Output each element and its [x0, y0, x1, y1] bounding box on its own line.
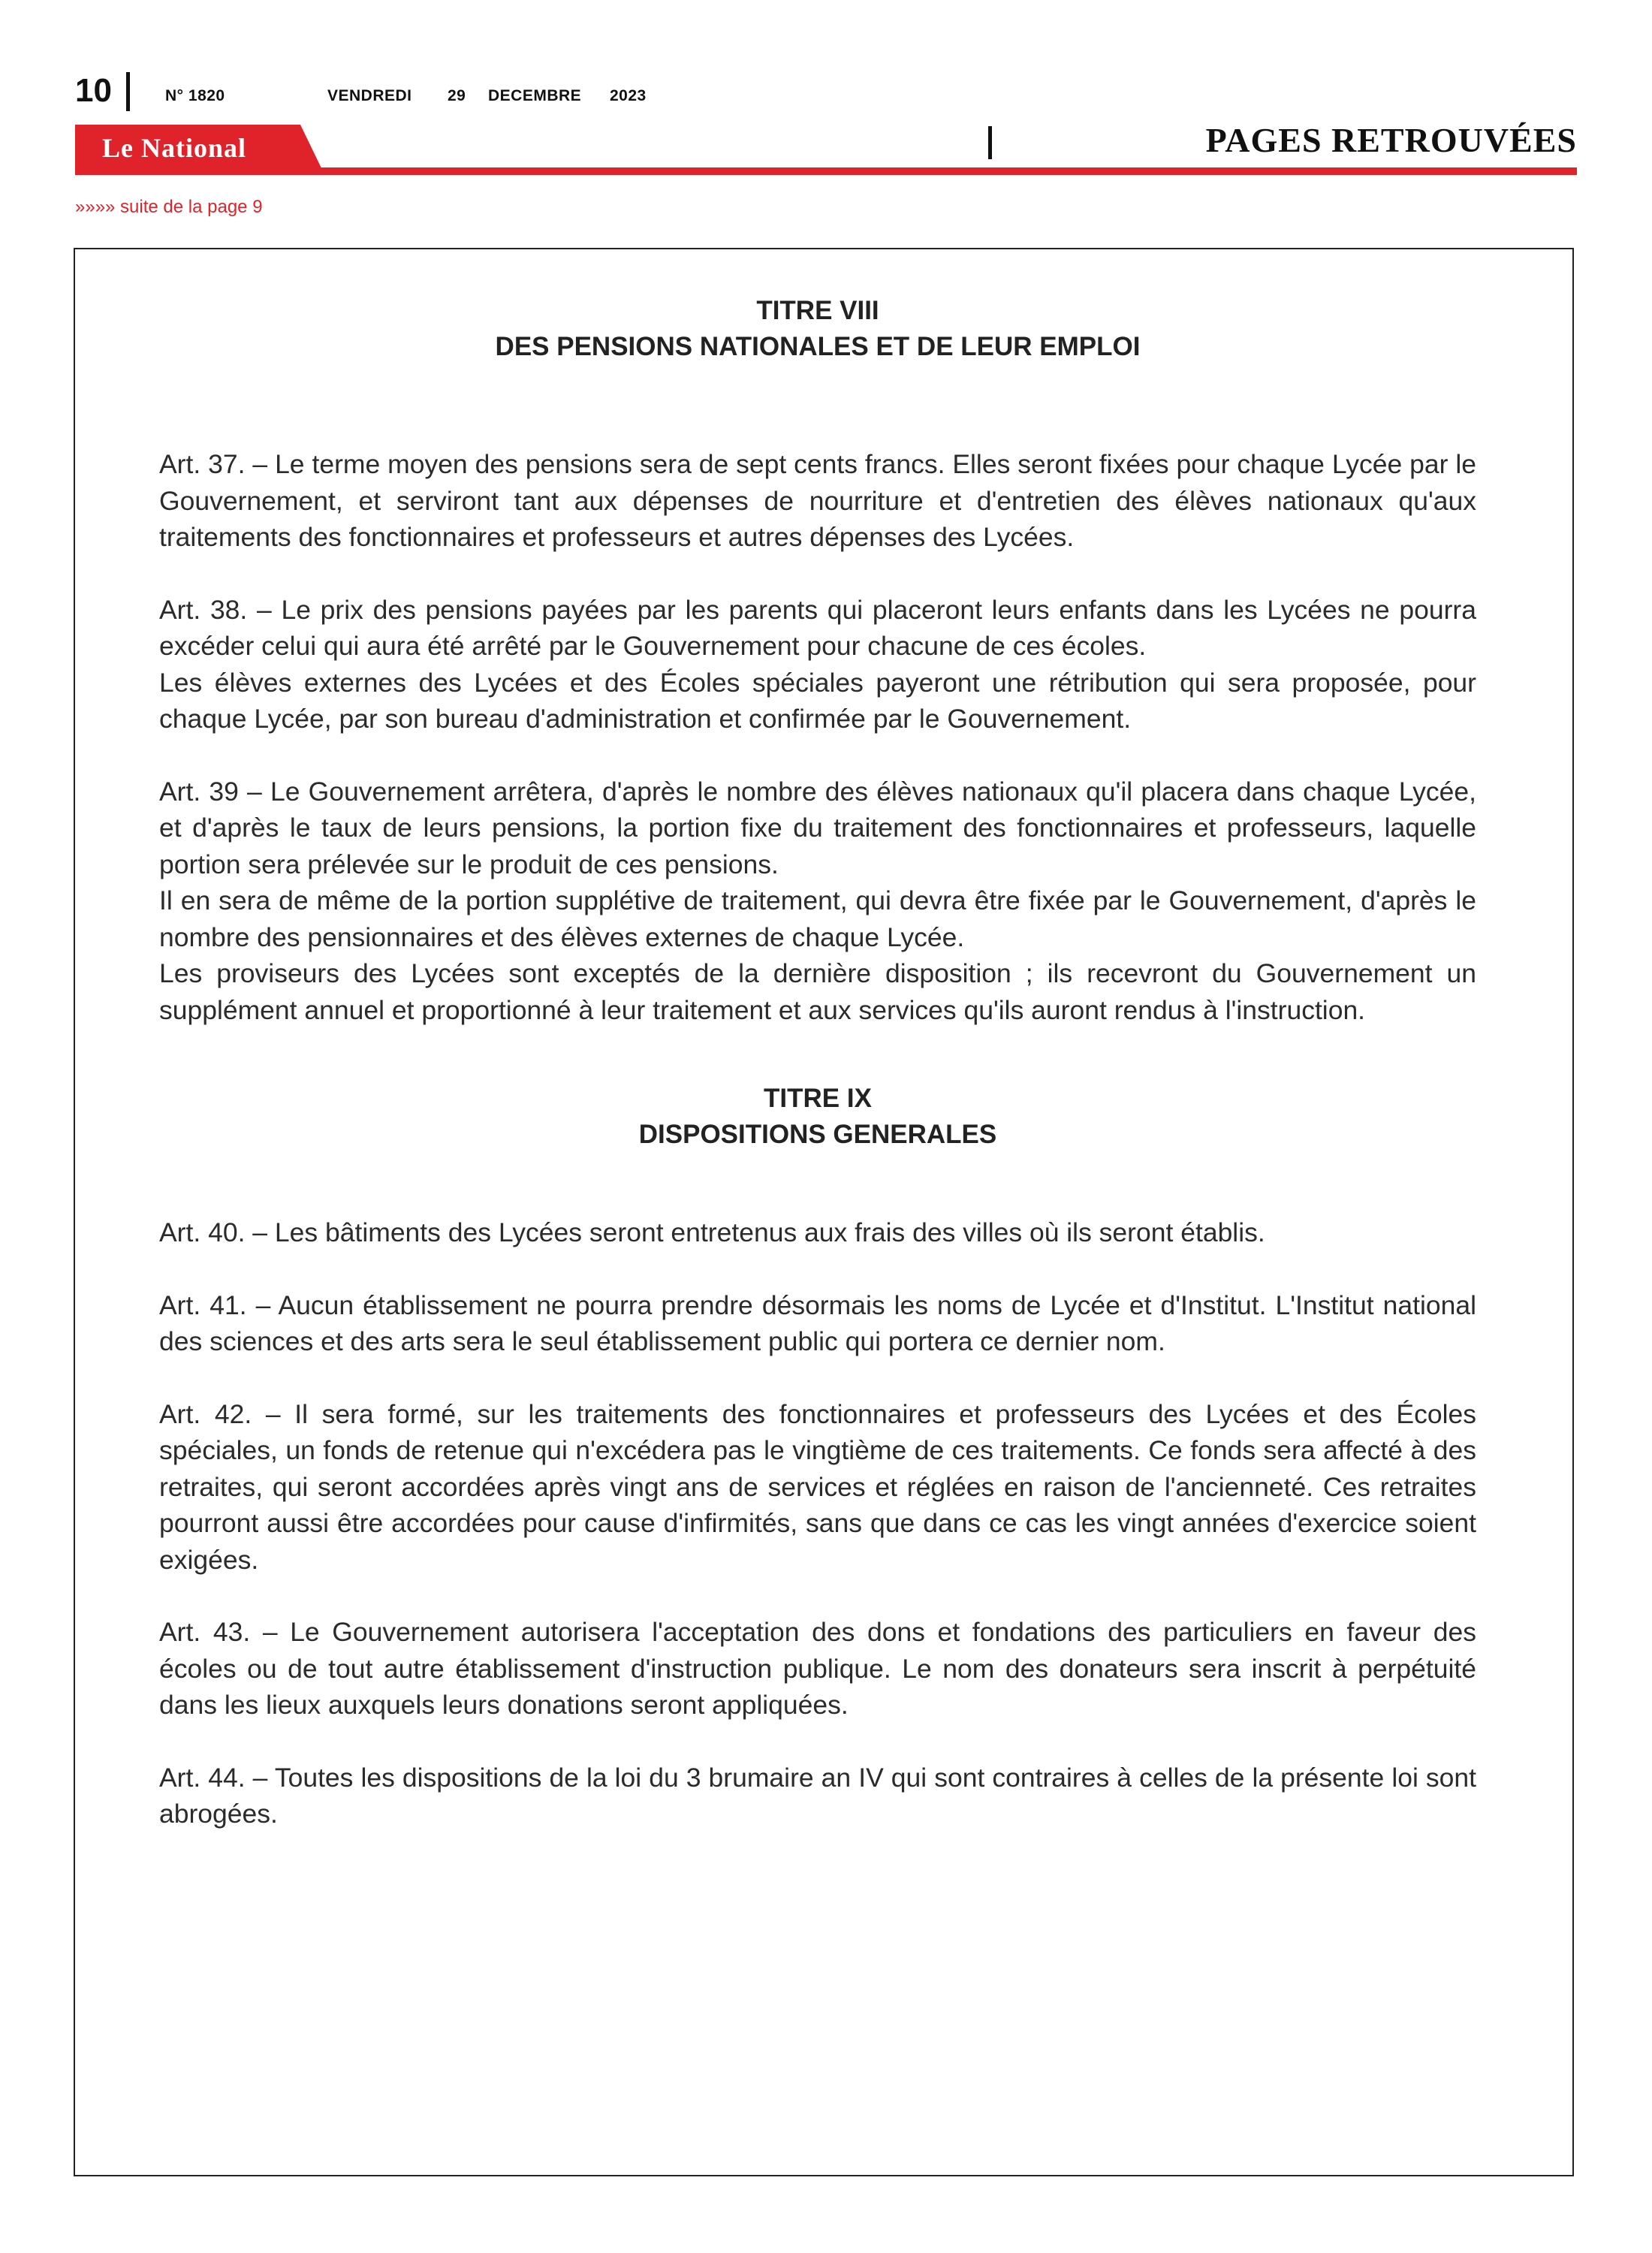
article: [159, 1614, 1476, 1724]
article-paragraph: Art. 41. – Aucun établissement ne pourra prendre désormais les noms de Lycée et d'Institut. L'Institut national des sciences et des arts sera le seul établissement public qui portera ce dernier nom.: [159, 1289, 1476, 1356]
document-body: [159, 293, 1476, 1868]
titre-viii-label: TITRE VIII: [756, 296, 879, 325]
article: [159, 1214, 1476, 1251]
article: [159, 592, 1476, 737]
article-paragraph: Art. 42. – Il sera formé, sur les traitements des fonctionnaires et professeurs des Lycées et des Écoles spéciales, un fonds de retenue qui n'excédera pas le vingtième de ces traitements. Ce fonds sera affecté à des retraites, qui seront accordées après vingt ans de services et réglées en raison de l'ancienneté. Ces retraites pourront aussi être accordées pour cause d'infirmités, sans que dans ce cas les vingt années d'exercice soient exigées.: [159, 1398, 1476, 1575]
article-paragraph: Les proviseurs des Lycées sont exceptés de la dernière disposition ; ils recevront du Gouvernement un supplément annuel et proportionné à leur traitement et aux services qu'ils auront rendus à l'instruction.: [159, 958, 1476, 1025]
issue-month: DECEMBRE: [488, 87, 582, 104]
article: [159, 446, 1476, 556]
articles-titre-viii: [159, 446, 1476, 1028]
titre-viii-subtitle: DES PENSIONS NATIONALES ET DE LEUR EMPLOI: [495, 332, 1141, 361]
titre-ix-label: TITRE IX: [764, 1084, 872, 1113]
issue-weekday: VENDREDI: [327, 87, 412, 104]
article: [159, 774, 1476, 1029]
issue-number: N° 1820: [165, 87, 225, 104]
article-paragraph: Art. 39 – Le Gouvernement arrêtera, d'après le nombre des élèves nationaux qu'il placera dans chaque Lycée, et d'après le taux de leurs pensions, la portion fixe du traitement des fonctionnaires et professeurs, laquelle portion sera prélevée sur le produit de ces pensions.: [159, 776, 1476, 879]
section-title: PAGES RETROUVÉES: [1205, 121, 1577, 159]
titre-ix-heading: [159, 1081, 1476, 1153]
articles-titre-ix: [159, 1214, 1476, 1832]
article-paragraph: Art. 40. – Les bâtiments des Lycées seront entretenus aux frais des villes où ils seront établis.: [159, 1217, 1265, 1247]
article-paragraph: Art. 37. – Le terme moyen des pensions sera de sept cents francs. Elles seront fixées pour chaque Lycée par le Gouvernement, et serviront tant aux dépenses de nourriture et d'entretien des élèves nationaux qu'aux traitements des fonctionnaires et professeurs et autres dépenses des Lycées.: [159, 449, 1476, 552]
brand-name: Le National: [102, 133, 247, 163]
article-paragraph: Art. 38. – Le prix des pensions payées par les parents qui placeront leurs enfants dans les Lycées ne pourra excéder celui qui aura été arrêté par le Gouvernement pour chacune de ces écoles.: [159, 594, 1476, 661]
page-number: 10: [75, 72, 112, 109]
continuation-note: »»»» suite de la page 9: [75, 197, 263, 217]
header-red-rule: [75, 167, 1577, 175]
article-paragraph: Il en sera de même de la portion supplétive de traitement, qui devra être fixée par le Gouvernement, d'après le nombre des pensionnaires et des élèves externes de chaque Lycée.: [159, 885, 1476, 952]
header-divider: [988, 126, 992, 159]
titre-ix-subtitle: DISPOSITIONS GENERALES: [638, 1120, 997, 1149]
issue-day: 29: [448, 87, 466, 104]
article-paragraph: Les élèves externes des Lycées et des Écoles spéciales payeront une rétribution qui sera proposée, pour chaque Lycée, par son bureau d'administration et confirmée par le Gouvernement.: [159, 667, 1476, 734]
article-paragraph: Art. 43. – Le Gouvernement autorisera l'acceptation des dons et fondations des particuliers en faveur des écoles ou de tout autre établissement d'instruction publique. Le nom des donateurs sera inscrit à perpétuité dans les lieux auxquels leurs donations seront appliquées.: [159, 1617, 1476, 1720]
page-number-divider: [126, 72, 130, 111]
issue-year: 2023: [610, 87, 647, 104]
article: [159, 1760, 1476, 1832]
article: [159, 1287, 1476, 1360]
article-paragraph: Art. 44. – Toutes les dispositions de la loi du 3 brumaire an IV qui sont contraires à celles de la présente loi sont abrogées.: [159, 1762, 1476, 1829]
titre-viii-heading: [159, 293, 1476, 365]
article: [159, 1396, 1476, 1579]
